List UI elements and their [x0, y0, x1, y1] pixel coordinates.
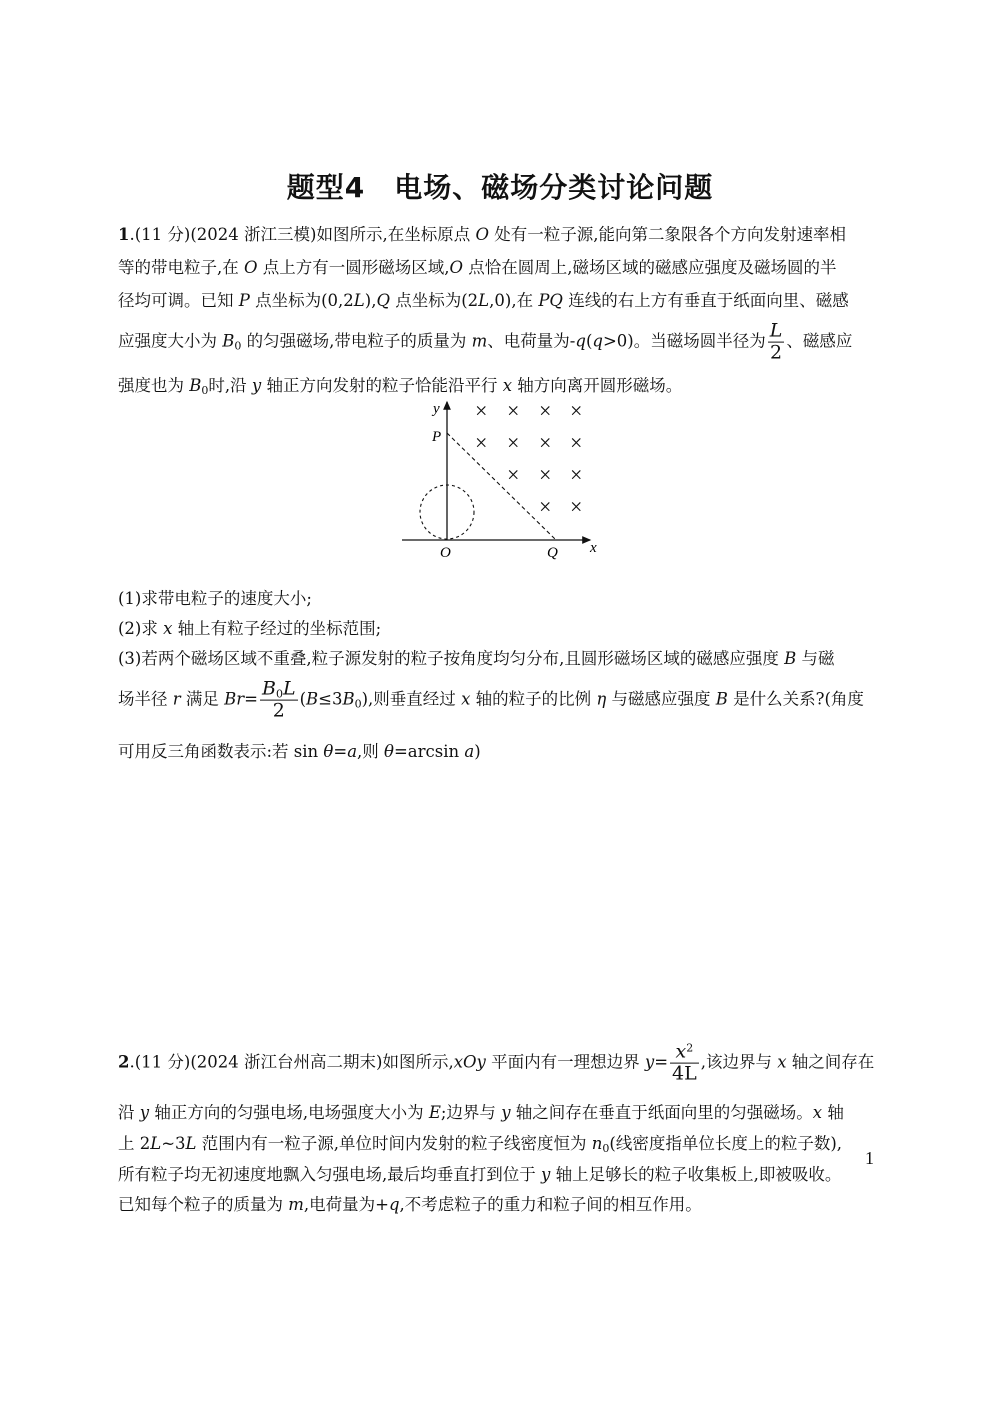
q1-line-1: 1.(11 分)(2024 浙江三模)如图所示,在坐标原点 O 处有一粒子源,能向第二象限各个方向发射速率相	[118, 225, 846, 244]
field-cross: ×	[568, 430, 584, 455]
label-P: P	[432, 429, 442, 445]
q1-sub-question-3-line-1: (3)若两个磁场区域不重叠,粒子源发射的粒子按角度均匀分布,且圆形磁场区域的磁感应强度 B 与磁	[118, 649, 835, 668]
q2-line-5: 已知每个粒子的质量为 m,电荷量为+q,不考虑粒子的重力和粒子间的相互作用。	[118, 1195, 702, 1214]
q2-number: 2	[118, 1052, 130, 1072]
q1-sub-question-3-line-3: 可用反三角函数表示:若 sin θ=a,则 θ=arcsin a)	[118, 742, 481, 761]
field-cross: ×	[568, 462, 584, 487]
page-title: 题型4 电场、磁场分类讨论问题	[286, 171, 714, 204]
q2-line-3: 上 2L~3L 范围内有一粒子源,单位时间内发射的粒子线密度恒为 $n_0$(线密度指单位长度上的粒子数),	[118, 1134, 843, 1155]
q1-line-4: 应强度大小为 $B_0$ 的匀强磁场,带电粒子的质量为 m、电荷量为-q(q>0)。当磁场圆半径为 $\frac{L}{2}$ 、磁感应	[118, 319, 853, 364]
fraction-B0L-over-2: $\frac{B_0L}{2}$	[261, 677, 296, 722]
field-cross: ×	[505, 430, 521, 455]
field-cross: ×	[568, 494, 584, 519]
field-cross: ×	[537, 398, 553, 423]
label-x: x	[590, 540, 597, 556]
q1-sub-question-1: (1)求带电粒子的速度大小;	[118, 589, 312, 608]
field-cross: ×	[473, 430, 489, 455]
page-number: 1	[865, 1148, 874, 1168]
field-cross: ×	[505, 462, 521, 487]
q1-line-2: 等的带电粒子,在 O 点上方有一圆形磁场区域,O 点恰在圆周上,磁场区域的磁感应强度及磁场圆的半	[118, 258, 837, 277]
label-y: y	[433, 401, 440, 417]
q2-line-2: 沿 y 轴正方向的匀强电场,电场强度大小为 E;边界与 y 轴之间存在垂直于纸面向里的匀强磁场。x 轴	[118, 1103, 844, 1122]
magnetic-field-diagram	[395, 395, 610, 565]
field-cross: ×	[537, 494, 553, 519]
field-cross: ×	[537, 430, 553, 455]
label-O: O	[440, 545, 451, 561]
q1-number: 1	[118, 225, 130, 244]
q1-sub-question-2: (2)求 x 轴上有粒子经过的坐标范围;	[118, 619, 382, 638]
label-Q: Q	[547, 545, 558, 561]
q1-line-5: 强度也为 $B_0$时,沿 y 轴正方向发射的粒子恰能沿平行 x 轴方向离开圆形磁场。	[118, 376, 683, 397]
field-cross: ×	[473, 398, 489, 423]
field-cross: ×	[505, 398, 521, 423]
field-cross: ×	[568, 398, 584, 423]
fraction-x2-over-4L: $\frac{x^2}{4L}$	[672, 1040, 697, 1085]
q1-sub-question-3-line-2: 场半径 r 满足 Br= $\frac{B_0L}{2}$ $(B\le 3B_0)$,则垂直经过 x 轴的粒子的比例 η 与磁感应强度 B 是什么关系?(角度	[118, 677, 864, 722]
field-cross: ×	[537, 462, 553, 487]
fraction-L-over-2: $\frac{L}{2}$	[769, 319, 783, 364]
q2-line-1: 2.(11 分)(2024 浙江台州高二期末)如图所示,xOy 平面内有一理想边界 y= $\frac{x^2}{4L}$ ,该边界与 x 轴之间存在	[118, 1040, 875, 1085]
q1-line-3: 径均可调。已知 P 点坐标为(0,2L),Q 点坐标为(2L,0),在 PQ 连线的右上方有垂直于纸面向里、磁感	[118, 291, 849, 310]
q2-line-4: 所有粒子均无初速度地飘入匀强电场,最后均垂直打到位于 y 轴上足够长的粒子收集板上,即被吸收。	[118, 1165, 842, 1184]
